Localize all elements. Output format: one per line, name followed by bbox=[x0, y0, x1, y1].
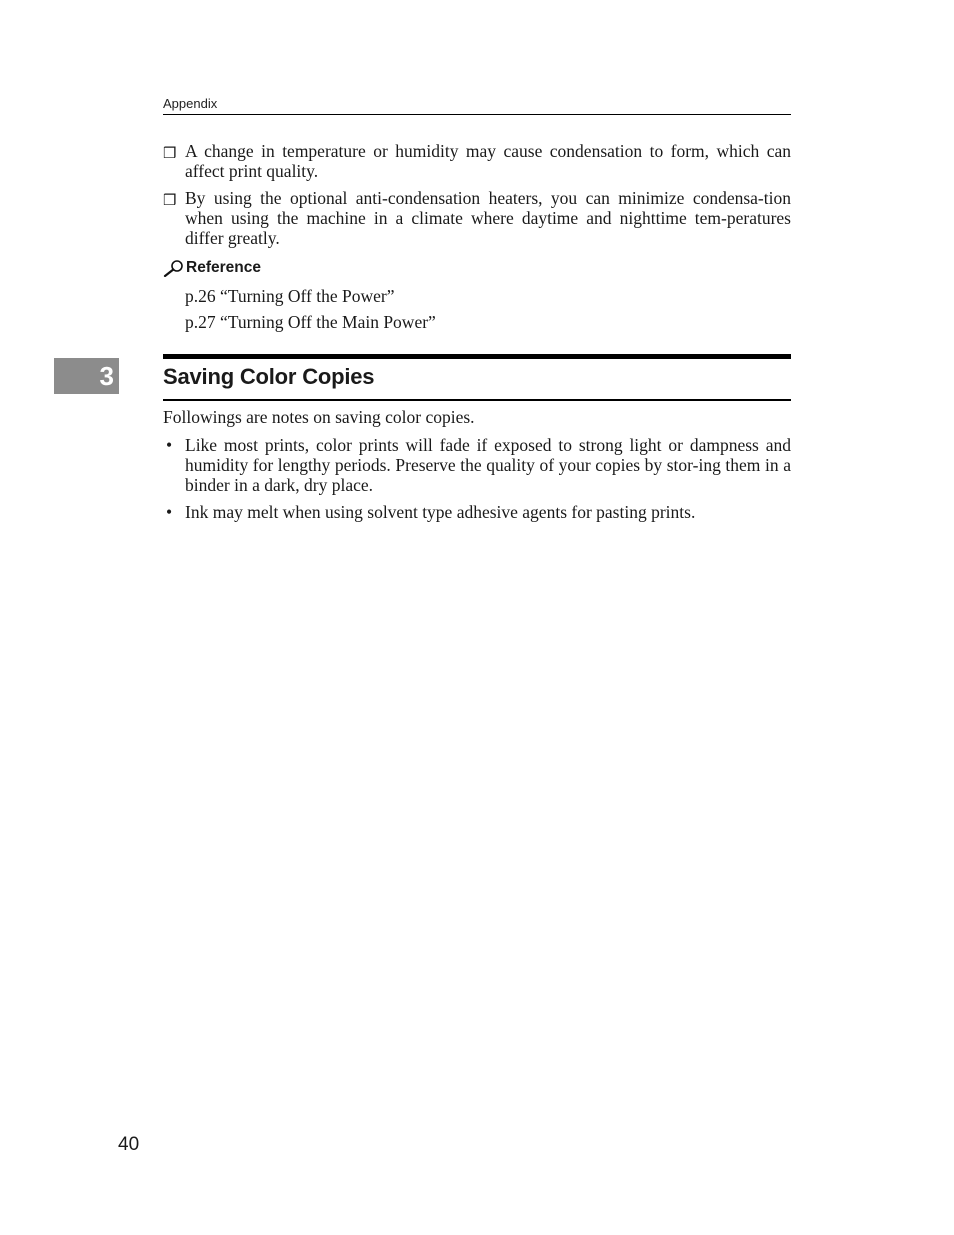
header-rule bbox=[163, 114, 791, 115]
bullet-item bbox=[163, 435, 791, 495]
bullet-text: Like most prints, color prints will fade if exposed to strong light or dampness and humidity for lengthy periods. Preserve the quality of your copies by stor-ing them in a binder in a dark, dry place. bbox=[185, 435, 791, 495]
magnifier-icon bbox=[163, 259, 185, 277]
note-item bbox=[163, 188, 791, 248]
page-number: 40 bbox=[118, 1134, 140, 1155]
checkbox-bullet-icon: ❒ bbox=[163, 144, 177, 162]
note-item bbox=[163, 141, 791, 181]
note-text: By using the optional anti-condensation heaters, you can minimize condensa-tion when using the machine in a climate where daytime and nighttime tem-peratures differ greatly. bbox=[185, 188, 791, 248]
bullet-list bbox=[163, 435, 791, 529]
reference-link[interactable]: p.26 “Turning Off the Power” bbox=[185, 286, 395, 306]
section-title: Saving Color Copies bbox=[163, 364, 375, 389]
bullet-text: Ink may melt when using solvent type adhesive agents for pasting prints. bbox=[185, 502, 696, 522]
reference-link[interactable]: p.27 “Turning Off the Main Power” bbox=[185, 312, 436, 332]
checkbox-bullet-icon: ❒ bbox=[163, 191, 177, 209]
running-header: Appendix bbox=[163, 96, 218, 111]
note-text: A change in temperature or humidity may cause condensation to form, which can affect print quality. bbox=[185, 141, 791, 181]
bullet-item bbox=[163, 502, 791, 522]
chapter-tab bbox=[54, 358, 119, 394]
reference-heading bbox=[163, 259, 261, 277]
bullet-dot-icon: • bbox=[166, 502, 173, 522]
bullet-dot-icon: • bbox=[166, 435, 173, 455]
note-list bbox=[163, 141, 791, 255]
section-bottom-rule bbox=[163, 399, 791, 401]
section-top-rule bbox=[163, 354, 791, 359]
reference-heading-label: Reference bbox=[186, 259, 261, 276]
section-intro: Followings are notes on saving color copies. bbox=[163, 407, 475, 427]
chapter-number: 3 bbox=[99, 360, 114, 391]
